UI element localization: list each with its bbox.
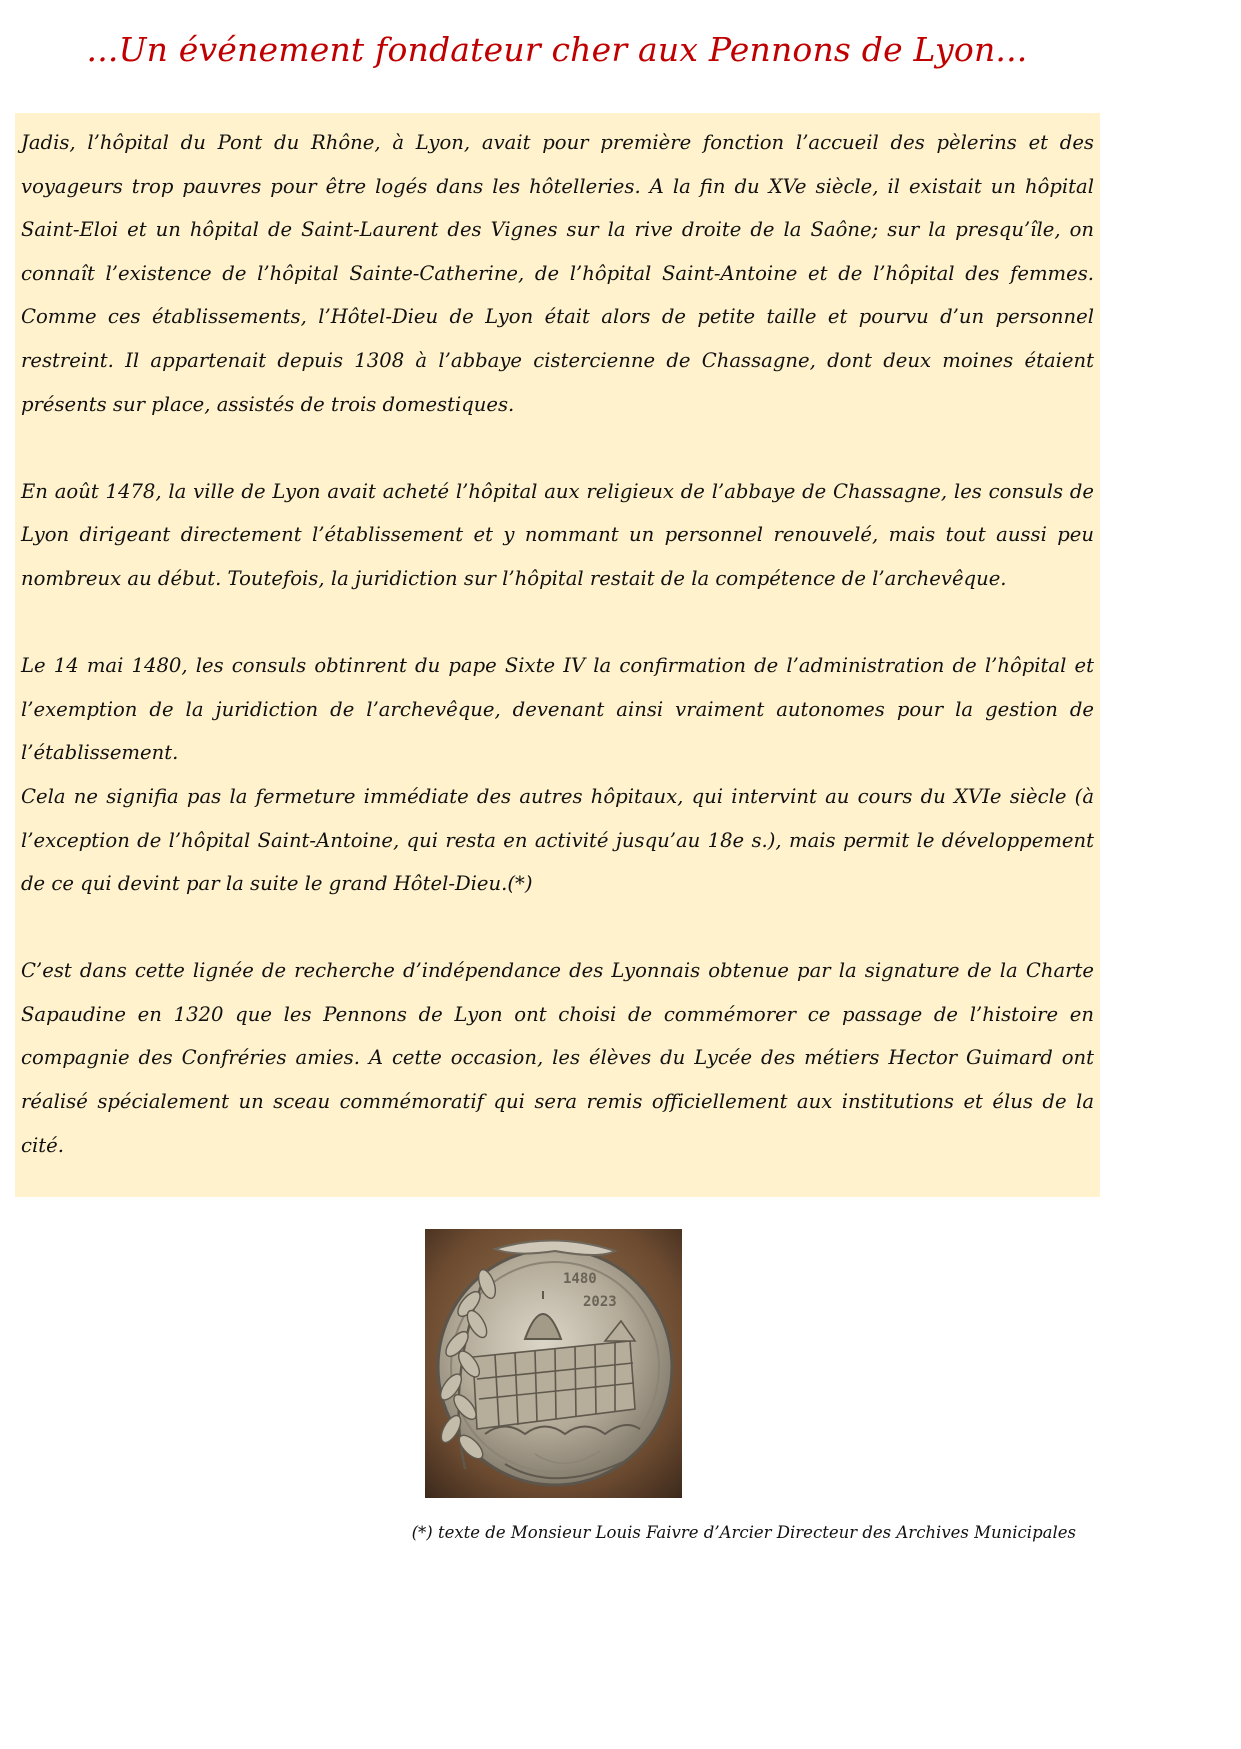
paragraph-purchase-1478: En août 1478, la ville de Lyon avait acheté l’hôpital aux religieux de l’abbaye de Chassagne, les consuls de Lyon dirigeant directement l’établissement et y nommant un personnel renouvelé, mais tout aussi peu nombreux au début. Toutefois, la juridiction sur l’hôpital restait de la compétence de l’archevêque. bbox=[21, 479, 1094, 590]
text-box bbox=[15, 113, 1100, 1197]
commemorative-seal-photo bbox=[425, 1229, 682, 1498]
paragraph-commemoration: C’est dans cette lignée de recherche d’indépendance des Lyonnais obtenue par la signature de la Charte Sapaudine en 1320 que les Pennons de Lyon ont choisi de commémorer ce passage de l’histoire en compagnie des Confréries amies. A cette occasion, les élèves du Lycée des métiers Hector Guimard ont réalisé spécialement un sceau commémoratif qui sera remis officiellement aux institutions et élus de la cité. bbox=[21, 959, 1094, 1157]
footnote-source: (*) texte de Monsieur Louis Faivre d’Arcier Directeur des Archives Municipales bbox=[411, 1523, 1076, 1542]
paragraph-confirmation-1480: Le 14 mai 1480, les consuls obtinrent du pape Sixte IV la confirmation de l’administration de l’hôpital et l’exemption de la juridiction de l’archevêque, devenant ainsi vraiment autonomes pour la gestion de l’établissement. bbox=[21, 654, 1094, 765]
paragraph-consequences: Cela ne signifia pas la fermeture immédiate des autres hôpitaux, qui intervint au cours du XVIe siècle (à l’exception de l’hôpital Saint-Antoine, qui resta en activité jusqu’au 18e s.), mais permit le développement de ce qui devint par la suite le grand Hôtel-Dieu.(*) bbox=[21, 784, 1094, 896]
paragraph-hospital-history: Jadis, l’hôpital du Pont du Rhône, à Lyon, avait pour première fonction l’accueil des pèlerins et des voyageurs trop pauvres pour être logés dans les hôtelleries. A la fin du XVe siècle, il existait un hôpital Saint-Eloi et un hôpital de Saint-Laurent des Vignes sur la rive droite de la Saône; sur la presqu’île, on connaît l’existence de l’hôpital Sainte-Catherine, de l’hôpital Saint-Antoine et de l’hôpital des femmes. Comme ces établissements, l’Hôtel-Dieu de Lyon était alors de petite taille et pourvu d’un personnel restreint. Il appartenait depuis 1308 à l’abbaye cistercienne de Chassagne, dont deux moines étaient présents sur place, assistés de trois domestiques. bbox=[21, 131, 1094, 416]
seal-illustration bbox=[425, 1229, 682, 1498]
seal-year-start: 1480 bbox=[563, 1271, 597, 1287]
page-title: ...Un événement fondateur cher aux Pennons de Lyon... bbox=[86, 30, 1028, 69]
seal-year-end: 2023 bbox=[583, 1294, 617, 1310]
